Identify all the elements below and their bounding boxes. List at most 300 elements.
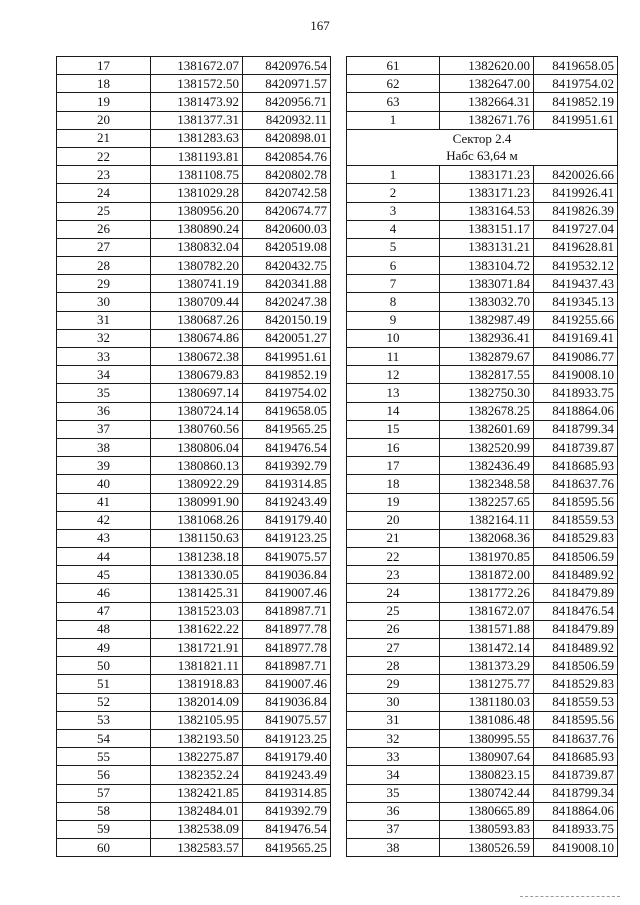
x-coordinate-cell: 1380665.89 xyxy=(440,802,534,820)
sector-header-row xyxy=(347,129,618,165)
x-coordinate-cell: 1383032.70 xyxy=(440,293,534,311)
y-coordinate-cell: 8418637.76 xyxy=(534,475,618,493)
y-coordinate-cell: 8420600.03 xyxy=(243,220,331,238)
table-row xyxy=(57,420,331,438)
table-row xyxy=(57,129,331,147)
table-row xyxy=(347,311,618,329)
point-number-cell: 56 xyxy=(57,766,151,784)
x-coordinate-cell: 1382421.85 xyxy=(151,784,243,802)
x-coordinate-cell: 1383164.53 xyxy=(440,202,534,220)
x-coordinate-cell: 1380742.44 xyxy=(440,784,534,802)
point-number-cell: 28 xyxy=(57,257,151,275)
y-coordinate-cell: 8420976.54 xyxy=(243,57,331,75)
x-coordinate-cell: 1382664.31 xyxy=(440,93,534,111)
y-coordinate-cell: 8418977.78 xyxy=(243,639,331,657)
table-row xyxy=(347,820,618,838)
y-coordinate-cell: 8418595.56 xyxy=(534,711,618,729)
table-row xyxy=(347,238,618,256)
point-number-cell: 32 xyxy=(347,729,440,747)
x-coordinate-cell: 1382348.58 xyxy=(440,475,534,493)
point-number-cell: 33 xyxy=(57,348,151,366)
y-coordinate-cell: 8420026.66 xyxy=(534,166,618,184)
point-number-cell: 34 xyxy=(57,366,151,384)
y-coordinate-cell: 8419123.25 xyxy=(243,529,331,547)
point-number-cell: 31 xyxy=(347,711,440,729)
point-number-cell: 15 xyxy=(347,420,440,438)
point-number-cell: 54 xyxy=(57,729,151,747)
point-number-cell: 31 xyxy=(57,311,151,329)
x-coordinate-cell: 1382936.41 xyxy=(440,329,534,347)
table-row xyxy=(57,384,331,402)
y-coordinate-cell: 8418685.93 xyxy=(534,457,618,475)
x-coordinate-cell: 1380687.26 xyxy=(151,311,243,329)
x-coordinate-cell: 1382105.95 xyxy=(151,711,243,729)
x-coordinate-cell: 1381275.77 xyxy=(440,675,534,693)
point-number-cell: 27 xyxy=(347,639,440,657)
table-row xyxy=(57,57,331,75)
point-number-cell: 30 xyxy=(347,693,440,711)
table-row xyxy=(347,438,618,456)
y-coordinate-cell: 8418559.53 xyxy=(534,693,618,711)
y-coordinate-cell: 8419392.79 xyxy=(243,802,331,820)
x-coordinate-cell: 1381238.18 xyxy=(151,548,243,566)
table-row xyxy=(347,384,618,402)
x-coordinate-cell: 1382257.65 xyxy=(440,493,534,511)
point-number-cell: 19 xyxy=(57,93,151,111)
table-row xyxy=(57,493,331,511)
right-coordinates-table xyxy=(346,56,618,857)
point-number-cell: 50 xyxy=(57,657,151,675)
point-number-cell: 1 xyxy=(347,111,440,129)
table-row xyxy=(57,802,331,820)
table-row xyxy=(347,784,618,802)
x-coordinate-cell: 1381373.29 xyxy=(440,657,534,675)
point-number-cell: 18 xyxy=(57,75,151,93)
x-coordinate-cell: 1383071.84 xyxy=(440,275,534,293)
y-coordinate-cell: 8419314.85 xyxy=(243,784,331,802)
y-coordinate-cell: 8419243.49 xyxy=(243,766,331,784)
point-number-cell: 58 xyxy=(57,802,151,820)
x-coordinate-cell: 1380890.24 xyxy=(151,220,243,238)
right-table-bottom-body xyxy=(347,166,618,857)
left-table-body xyxy=(57,57,331,857)
x-coordinate-cell: 1381029.28 xyxy=(151,184,243,202)
sector-subtitle: Набс 63,64 м xyxy=(446,148,518,164)
y-coordinate-cell: 8418479.89 xyxy=(534,584,618,602)
y-coordinate-cell: 8419476.54 xyxy=(243,820,331,838)
y-coordinate-cell: 8419345.13 xyxy=(534,293,618,311)
x-coordinate-cell: 1381377.31 xyxy=(151,111,243,129)
point-number-cell: 45 xyxy=(57,566,151,584)
point-number-cell: 46 xyxy=(57,584,151,602)
point-number-cell: 14 xyxy=(347,402,440,420)
y-coordinate-cell: 8420742.58 xyxy=(243,184,331,202)
x-coordinate-cell: 1381672.07 xyxy=(151,57,243,75)
y-coordinate-cell: 8418559.53 xyxy=(534,511,618,529)
y-coordinate-cell: 8419243.49 xyxy=(243,493,331,511)
x-coordinate-cell: 1380526.59 xyxy=(440,839,534,857)
point-number-cell: 22 xyxy=(57,147,151,165)
table-row xyxy=(57,784,331,802)
y-coordinate-cell: 8418799.34 xyxy=(534,420,618,438)
x-coordinate-cell: 1382436.49 xyxy=(440,457,534,475)
table-row xyxy=(347,529,618,547)
x-coordinate-cell: 1383171.23 xyxy=(440,166,534,184)
table-row xyxy=(347,348,618,366)
table-row xyxy=(57,475,331,493)
table-row xyxy=(57,293,331,311)
y-coordinate-cell: 8419658.05 xyxy=(243,402,331,420)
x-coordinate-cell: 1382275.87 xyxy=(151,748,243,766)
table-row xyxy=(57,839,331,857)
point-number-cell: 27 xyxy=(57,238,151,256)
y-coordinate-cell: 8418479.89 xyxy=(534,620,618,638)
x-coordinate-cell: 1381572.50 xyxy=(151,75,243,93)
y-coordinate-cell: 8419392.79 xyxy=(243,457,331,475)
x-coordinate-cell: 1381523.03 xyxy=(151,602,243,620)
table-row xyxy=(57,711,331,729)
y-coordinate-cell: 8420432.75 xyxy=(243,257,331,275)
y-coordinate-cell: 8419754.02 xyxy=(534,75,618,93)
x-coordinate-cell: 1381622.22 xyxy=(151,620,243,638)
point-number-cell: 59 xyxy=(57,820,151,838)
point-number-cell: 62 xyxy=(347,75,440,93)
point-number-cell: 51 xyxy=(57,675,151,693)
x-coordinate-cell: 1382750.30 xyxy=(440,384,534,402)
table-row xyxy=(57,566,331,584)
x-coordinate-cell: 1380907.64 xyxy=(440,748,534,766)
y-coordinate-cell: 8420932.11 xyxy=(243,111,331,129)
point-number-cell: 33 xyxy=(347,748,440,766)
x-coordinate-cell: 1381193.81 xyxy=(151,147,243,165)
y-coordinate-cell: 8419565.25 xyxy=(243,839,331,857)
table-row xyxy=(57,184,331,202)
y-coordinate-cell: 8419169.41 xyxy=(534,329,618,347)
table-row xyxy=(347,675,618,693)
table-row xyxy=(347,329,618,347)
y-coordinate-cell: 8418489.92 xyxy=(534,566,618,584)
table-row xyxy=(347,293,618,311)
table-row xyxy=(57,147,331,165)
table-row xyxy=(347,111,618,129)
x-coordinate-cell: 1381425.31 xyxy=(151,584,243,602)
x-coordinate-cell: 1381068.26 xyxy=(151,511,243,529)
x-coordinate-cell: 1382014.09 xyxy=(151,693,243,711)
y-coordinate-cell: 8419007.46 xyxy=(243,584,331,602)
x-coordinate-cell: 1380697.14 xyxy=(151,384,243,402)
table-row xyxy=(57,257,331,275)
table-row xyxy=(57,329,331,347)
point-number-cell: 42 xyxy=(57,511,151,529)
x-coordinate-cell: 1380674.86 xyxy=(151,329,243,347)
y-coordinate-cell: 8418864.06 xyxy=(534,402,618,420)
y-coordinate-cell: 8419314.85 xyxy=(243,475,331,493)
y-coordinate-cell: 8419476.54 xyxy=(243,438,331,456)
table-row xyxy=(57,348,331,366)
x-coordinate-cell: 1380922.29 xyxy=(151,475,243,493)
y-coordinate-cell: 8419852.19 xyxy=(243,366,331,384)
point-number-cell: 6 xyxy=(347,257,440,275)
y-coordinate-cell: 8420971.57 xyxy=(243,75,331,93)
y-coordinate-cell: 8418864.06 xyxy=(534,802,618,820)
y-coordinate-cell: 8418933.75 xyxy=(534,384,618,402)
y-coordinate-cell: 8419437.43 xyxy=(534,275,618,293)
point-number-cell: 19 xyxy=(347,493,440,511)
point-number-cell: 61 xyxy=(347,57,440,75)
point-number-cell: 29 xyxy=(347,675,440,693)
table-row xyxy=(347,166,618,184)
point-number-cell: 17 xyxy=(347,457,440,475)
point-number-cell: 39 xyxy=(57,457,151,475)
table-row xyxy=(57,820,331,838)
table-row xyxy=(57,311,331,329)
page-number: 167 xyxy=(310,18,330,33)
y-coordinate-cell: 8420802.78 xyxy=(243,166,331,184)
footer-rule xyxy=(520,896,620,897)
x-coordinate-cell: 1382817.55 xyxy=(440,366,534,384)
x-coordinate-cell: 1382879.67 xyxy=(440,348,534,366)
point-number-cell: 2 xyxy=(347,184,440,202)
y-coordinate-cell: 8419008.10 xyxy=(534,839,618,857)
table-row xyxy=(57,602,331,620)
point-number-cell: 23 xyxy=(347,566,440,584)
x-coordinate-cell: 1380724.14 xyxy=(151,402,243,420)
table-row xyxy=(347,202,618,220)
x-coordinate-cell: 1381472.14 xyxy=(440,639,534,657)
table-row xyxy=(347,711,618,729)
y-coordinate-cell: 8419008.10 xyxy=(534,366,618,384)
table-row xyxy=(57,511,331,529)
point-number-cell: 36 xyxy=(347,802,440,820)
y-coordinate-cell: 8419075.57 xyxy=(243,711,331,729)
x-coordinate-cell: 1380995.55 xyxy=(440,729,534,747)
sector-title: Сектор 2.4 xyxy=(452,131,512,147)
y-coordinate-cell: 8420898.01 xyxy=(243,129,331,147)
x-coordinate-cell: 1381086.48 xyxy=(440,711,534,729)
point-number-cell: 28 xyxy=(347,657,440,675)
point-number-cell: 52 xyxy=(57,693,151,711)
table-row xyxy=(57,402,331,420)
table-row xyxy=(57,166,331,184)
point-number-cell: 22 xyxy=(347,548,440,566)
x-coordinate-cell: 1382068.36 xyxy=(440,529,534,547)
x-coordinate-cell: 1380760.56 xyxy=(151,420,243,438)
table-row xyxy=(57,111,331,129)
point-number-cell: 29 xyxy=(57,275,151,293)
x-coordinate-cell: 1382671.76 xyxy=(440,111,534,129)
table-row xyxy=(57,766,331,784)
y-coordinate-cell: 8418529.83 xyxy=(534,675,618,693)
y-coordinate-cell: 8419007.46 xyxy=(243,675,331,693)
y-coordinate-cell: 8418977.78 xyxy=(243,620,331,638)
x-coordinate-cell: 1380956.20 xyxy=(151,202,243,220)
table-row xyxy=(57,639,331,657)
x-coordinate-cell: 1381721.91 xyxy=(151,639,243,657)
point-number-cell: 55 xyxy=(57,748,151,766)
table-row xyxy=(347,220,618,238)
y-coordinate-cell: 8418739.87 xyxy=(534,766,618,784)
x-coordinate-cell: 1381108.75 xyxy=(151,166,243,184)
y-coordinate-cell: 8419179.40 xyxy=(243,748,331,766)
y-coordinate-cell: 8419565.25 xyxy=(243,420,331,438)
x-coordinate-cell: 1380806.04 xyxy=(151,438,243,456)
y-coordinate-cell: 8418987.71 xyxy=(243,602,331,620)
point-number-cell: 16 xyxy=(347,438,440,456)
point-number-cell: 48 xyxy=(57,620,151,638)
table-row xyxy=(347,566,618,584)
point-number-cell: 17 xyxy=(57,57,151,75)
table-row xyxy=(347,839,618,857)
x-coordinate-cell: 1381918.83 xyxy=(151,675,243,693)
table-row xyxy=(347,729,618,747)
x-coordinate-cell: 1382193.50 xyxy=(151,729,243,747)
table-row xyxy=(57,220,331,238)
point-number-cell: 53 xyxy=(57,711,151,729)
point-number-cell: 23 xyxy=(57,166,151,184)
y-coordinate-cell: 8419123.25 xyxy=(243,729,331,747)
table-row xyxy=(57,438,331,456)
x-coordinate-cell: 1381872.00 xyxy=(440,566,534,584)
y-coordinate-cell: 8418489.92 xyxy=(534,639,618,657)
x-coordinate-cell: 1382601.69 xyxy=(440,420,534,438)
table-row xyxy=(57,584,331,602)
table-row xyxy=(347,802,618,820)
y-coordinate-cell: 8420854.76 xyxy=(243,147,331,165)
x-coordinate-cell: 1382620.00 xyxy=(440,57,534,75)
y-coordinate-cell: 8419036.84 xyxy=(243,566,331,584)
x-coordinate-cell: 1381473.92 xyxy=(151,93,243,111)
y-coordinate-cell: 8419926.41 xyxy=(534,184,618,202)
sector-header-body xyxy=(347,129,618,165)
point-number-cell: 3 xyxy=(347,202,440,220)
x-coordinate-cell: 1380593.83 xyxy=(440,820,534,838)
point-number-cell: 37 xyxy=(347,820,440,838)
table-row xyxy=(347,693,618,711)
y-coordinate-cell: 8418476.54 xyxy=(534,602,618,620)
y-coordinate-cell: 8420247.38 xyxy=(243,293,331,311)
point-number-cell: 49 xyxy=(57,639,151,657)
y-coordinate-cell: 8419727.04 xyxy=(534,220,618,238)
y-coordinate-cell: 8419532.12 xyxy=(534,257,618,275)
point-number-cell: 18 xyxy=(347,475,440,493)
y-coordinate-cell: 8418739.87 xyxy=(534,438,618,456)
table-row xyxy=(57,93,331,111)
point-number-cell: 21 xyxy=(347,529,440,547)
table-row xyxy=(57,202,331,220)
y-coordinate-cell: 8420956.71 xyxy=(243,93,331,111)
x-coordinate-cell: 1381180.03 xyxy=(440,693,534,711)
table-row xyxy=(347,475,618,493)
point-number-cell: 10 xyxy=(347,329,440,347)
x-coordinate-cell: 1382520.99 xyxy=(440,438,534,456)
point-number-cell: 36 xyxy=(57,402,151,420)
x-coordinate-cell: 1382484.01 xyxy=(151,802,243,820)
x-coordinate-cell: 1381283.63 xyxy=(151,129,243,147)
x-coordinate-cell: 1381772.26 xyxy=(440,584,534,602)
table-row xyxy=(57,620,331,638)
y-coordinate-cell: 8420519.08 xyxy=(243,238,331,256)
right-table-top-body xyxy=(347,57,618,130)
table-row xyxy=(57,748,331,766)
table-row xyxy=(57,548,331,566)
point-number-cell: 40 xyxy=(57,475,151,493)
y-coordinate-cell: 8420341.88 xyxy=(243,275,331,293)
table-row xyxy=(347,93,618,111)
x-coordinate-cell: 1381672.07 xyxy=(440,602,534,620)
x-coordinate-cell: 1381571.88 xyxy=(440,620,534,638)
y-coordinate-cell: 8420051.27 xyxy=(243,329,331,347)
x-coordinate-cell: 1380782.20 xyxy=(151,257,243,275)
point-number-cell: 30 xyxy=(57,293,151,311)
x-coordinate-cell: 1382352.24 xyxy=(151,766,243,784)
point-number-cell: 24 xyxy=(57,184,151,202)
table-row xyxy=(347,511,618,529)
x-coordinate-cell: 1380709.44 xyxy=(151,293,243,311)
table-row xyxy=(347,275,618,293)
y-coordinate-cell: 8418595.56 xyxy=(534,493,618,511)
x-coordinate-cell: 1381330.05 xyxy=(151,566,243,584)
x-coordinate-cell: 1380672.38 xyxy=(151,348,243,366)
x-coordinate-cell: 1380741.19 xyxy=(151,275,243,293)
y-coordinate-cell: 8419179.40 xyxy=(243,511,331,529)
table-row xyxy=(347,657,618,675)
x-coordinate-cell: 1381970.85 xyxy=(440,548,534,566)
table-row xyxy=(347,584,618,602)
y-coordinate-cell: 8419951.61 xyxy=(243,348,331,366)
y-coordinate-cell: 8419658.05 xyxy=(534,57,618,75)
table-row xyxy=(57,657,331,675)
y-coordinate-cell: 8419826.39 xyxy=(534,202,618,220)
point-number-cell: 34 xyxy=(347,766,440,784)
table-row xyxy=(347,57,618,75)
x-coordinate-cell: 1382678.25 xyxy=(440,402,534,420)
point-number-cell: 25 xyxy=(347,602,440,620)
point-number-cell: 35 xyxy=(57,384,151,402)
table-row xyxy=(57,675,331,693)
table-row xyxy=(57,238,331,256)
point-number-cell: 60 xyxy=(57,839,151,857)
table-row xyxy=(347,75,618,93)
y-coordinate-cell: 8418637.76 xyxy=(534,729,618,747)
point-number-cell: 43 xyxy=(57,529,151,547)
y-coordinate-cell: 8419255.66 xyxy=(534,311,618,329)
table-row xyxy=(347,402,618,420)
x-coordinate-cell: 1380823.15 xyxy=(440,766,534,784)
table-row xyxy=(57,529,331,547)
point-number-cell: 38 xyxy=(347,839,440,857)
point-number-cell: 26 xyxy=(347,620,440,638)
y-coordinate-cell: 8418799.34 xyxy=(534,784,618,802)
x-coordinate-cell: 1381821.11 xyxy=(151,657,243,675)
x-coordinate-cell: 1381150.63 xyxy=(151,529,243,547)
point-number-cell: 20 xyxy=(57,111,151,129)
x-coordinate-cell: 1383151.17 xyxy=(440,220,534,238)
table-row xyxy=(57,729,331,747)
table-row xyxy=(347,639,618,657)
table-row xyxy=(347,620,618,638)
x-coordinate-cell: 1383104.72 xyxy=(440,257,534,275)
table-row xyxy=(347,457,618,475)
table-row xyxy=(347,766,618,784)
x-coordinate-cell: 1380679.83 xyxy=(151,366,243,384)
x-coordinate-cell: 1382987.49 xyxy=(440,311,534,329)
point-number-cell: 41 xyxy=(57,493,151,511)
table-row xyxy=(57,75,331,93)
point-number-cell: 12 xyxy=(347,366,440,384)
table-row xyxy=(347,748,618,766)
point-number-cell: 35 xyxy=(347,784,440,802)
y-coordinate-cell: 8418685.93 xyxy=(534,748,618,766)
